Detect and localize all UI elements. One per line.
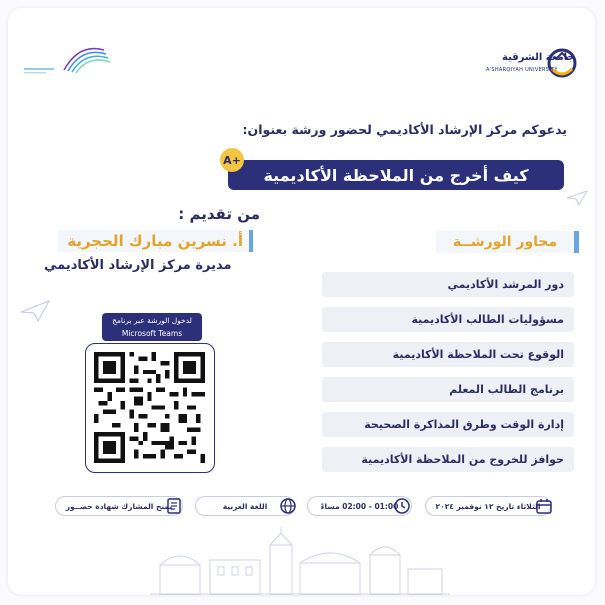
date-pill: الثلاثاء تاريخ ١٢ نوفمبر ٢٠٢٤ [425,496,551,516]
axes-header: محاور الورشــة [436,231,579,253]
qr-caption-ar: لدخول الورشة عبر برنامج [112,316,192,325]
university-name-ar: جامعة الشرقية [502,52,575,63]
advising-center-logo-icon [24,38,114,78]
qr-code-icon[interactable] [94,352,205,463]
axis-item: إدارة الوقت وطرق المذاكرة الصحيحة [322,412,574,437]
time-pill: 01:00 - 02:00 مساءً [307,496,412,516]
presenter-position: مديرة مركز الإرشاد الأكاديمي [44,258,232,273]
presented-by-label: من تقديم : [178,205,260,223]
presenter-name: أ. نسرين مبارك الحجرية [58,230,253,252]
calendar-icon [535,497,553,515]
certificate-pill: يمنح المشارك شهادة حضــور [55,496,183,516]
axis-item: مسؤوليات الطالب الأكاديمية [322,307,574,332]
campus-skyline-icon [150,525,450,595]
qr-caption-en: Microsoft Teams [121,329,183,338]
axis-item: برنامج الطالب المعلم [322,377,574,402]
university-logo-icon [470,45,580,85]
university-name-en: A'SHARQIYAH UNIVERSITY [486,67,558,73]
qr-caption [102,313,202,341]
certificate-icon [165,497,183,515]
clock-icon [393,497,411,515]
qr-code-frame[interactable] [85,343,215,473]
paper-plane-icon [566,190,588,206]
workshop-title: كيف أخرج من الملاحظة الأكاديمية [228,160,564,190]
axis-item: الوقوع تحت الملاحظة الأكاديمية [322,342,574,367]
paper-plane-icon [20,300,50,322]
axis-item: دور المرشد الأكاديمي [322,272,574,297]
invitation-text: يدعوكم مركز الإرشاد الأكاديمي لحضور ورشة بعنوان: [242,122,567,137]
language-pill: اللغة العربية [195,496,295,516]
globe-icon [279,497,297,515]
aplus-badge-icon: A+ [220,148,244,172]
axis-item: حوافز للخروج من الملاحظة الأكاديمية [322,447,574,472]
